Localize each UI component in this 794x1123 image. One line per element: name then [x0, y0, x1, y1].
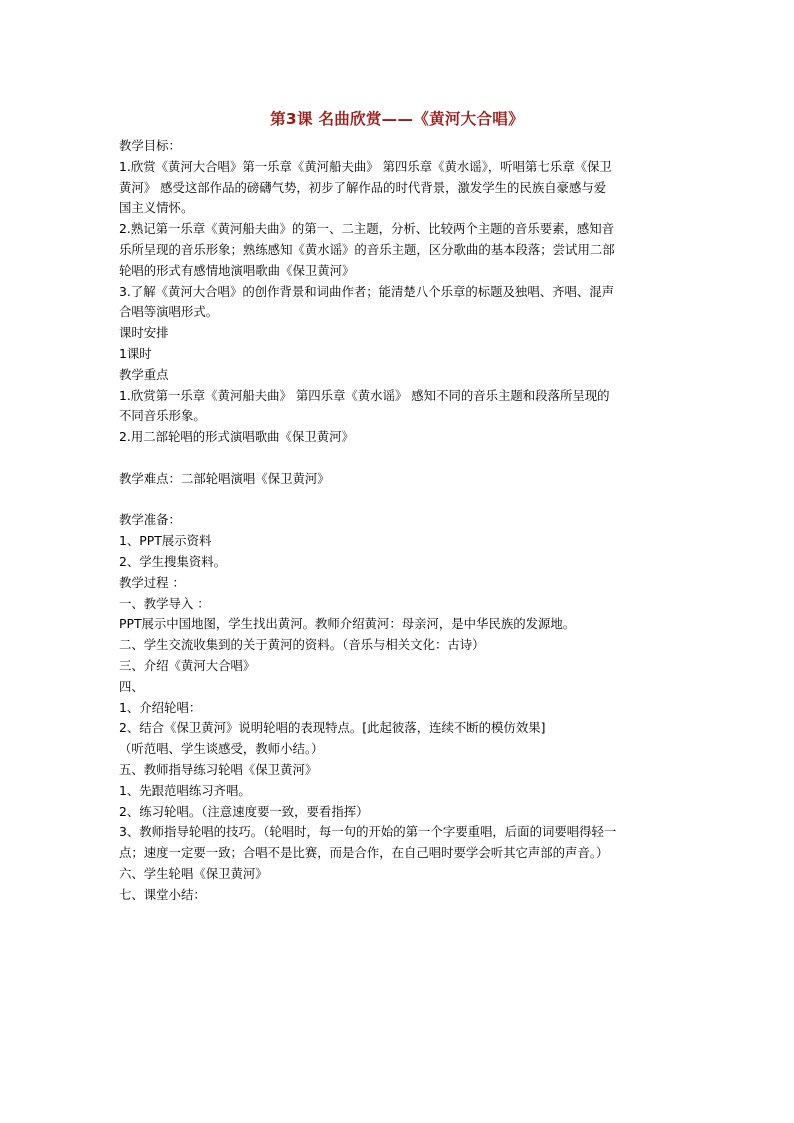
text-line: 教学难点：二部轮唱演唱《保卫黄河》: [119, 470, 330, 486]
text-line: 1、介绍轮唱：: [119, 699, 202, 715]
text-line: 2、练习轮唱。（注意速度要一致，要看指挥）: [119, 803, 369, 819]
text-line: 1.欣赏《黄河大合唱》第一乐章《黄河船夫曲》 第四乐章《黄水谣》，听唱第七乐章《保卫: [119, 158, 612, 174]
text-line: 不同音乐形象。: [119, 408, 206, 424]
text-line: 1课时: [119, 345, 152, 361]
text-line: 3.了解《黄河大合唱》的创作背景和词曲作者；能清楚八个乐章的标题及独唱、齐唱、混声: [119, 283, 615, 299]
text-line: 一、教学导入 ：: [119, 595, 210, 611]
text-line: 2.熟记第一乐章《黄河船夫曲》的第一、二主题，分析、比较两个主题的音乐要素，感知音: [119, 221, 615, 237]
text-line: 点；速度一定要一致；合唱不是比赛，而是合作，在自己唱时要学会听其它声部的声音。）: [119, 845, 609, 861]
text-line: 教学过程 ：: [119, 574, 185, 590]
text-line: 四、: [119, 678, 144, 694]
text-line: 教学重点: [119, 366, 169, 382]
text-line: 乐所呈现的音乐形象；熟练感知《黄水谣》的音乐主题，区分歌曲的基本段落；尝试用二部: [119, 241, 615, 257]
text-line: [119, 448, 679, 469]
text-line: （听范唱、学生谈感受，教师小结。）: [119, 741, 324, 757]
text-line: 国主义情怀。: [119, 200, 194, 216]
text-line: 二、学生交流收集到的关于黄河的资料。（音乐与相关文化：古诗）: [119, 637, 485, 653]
text-line: 三、介绍《黄河大合唱》: [119, 657, 256, 673]
text-line: 黄河》 感受这部作品的磅礴气势，初步了解作品的时代背景，激发学生的民族自豪感与爱: [119, 179, 607, 195]
text-line: 教学目标：: [119, 138, 181, 153]
text-line: 课时安排: [119, 325, 169, 341]
text-line: PPT展示中国地图，学生找出黄河。教师介绍黄河：母亲河，是中华民族的发源地。: [119, 616, 576, 632]
text-line: 教学准备：: [119, 512, 181, 528]
text-line: 1、PPT展示资料: [119, 533, 212, 549]
text-line: 合唱等演唱形式。: [119, 304, 219, 320]
text-line: 七、课堂小结：: [119, 886, 206, 902]
text-line: 六、学生轮唱《保卫黄河》: [119, 865, 268, 881]
lesson-body: [119, 136, 679, 905]
text-line: 1.欣赏第一乐章《黄河船夫曲》 第四乐章《黄水谣》 感知不同的音乐主题和段落所呈现的: [119, 387, 610, 403]
text-line: [119, 490, 679, 511]
text-line: 3、教师指导轮唱的技巧。（轮唱时，每一句的开始的第一个字要重唱，后面的词要唱得轻一: [119, 824, 617, 840]
lesson-title: 第3课 名曲欣赏——《黄河大合唱》: [270, 110, 524, 128]
text-line: 1、先跟范唱练习齐唱。: [119, 782, 251, 798]
text-line: 轮唱的形式有感情地演唱歌曲《保卫黄河》: [119, 262, 355, 278]
text-line: 2、结合《保卫黄河》说明轮唱的表现特点。[此起彼落，连续不断的模仿效果]: [119, 720, 546, 736]
text-line: 2.用二部轮唱的形式演唱歌曲《保卫黄河》: [119, 429, 354, 445]
text-line: 五、教师指导练习轮唱《保卫黄河》: [119, 761, 318, 777]
text-line: 2、学生搜集资料。: [119, 553, 227, 569]
